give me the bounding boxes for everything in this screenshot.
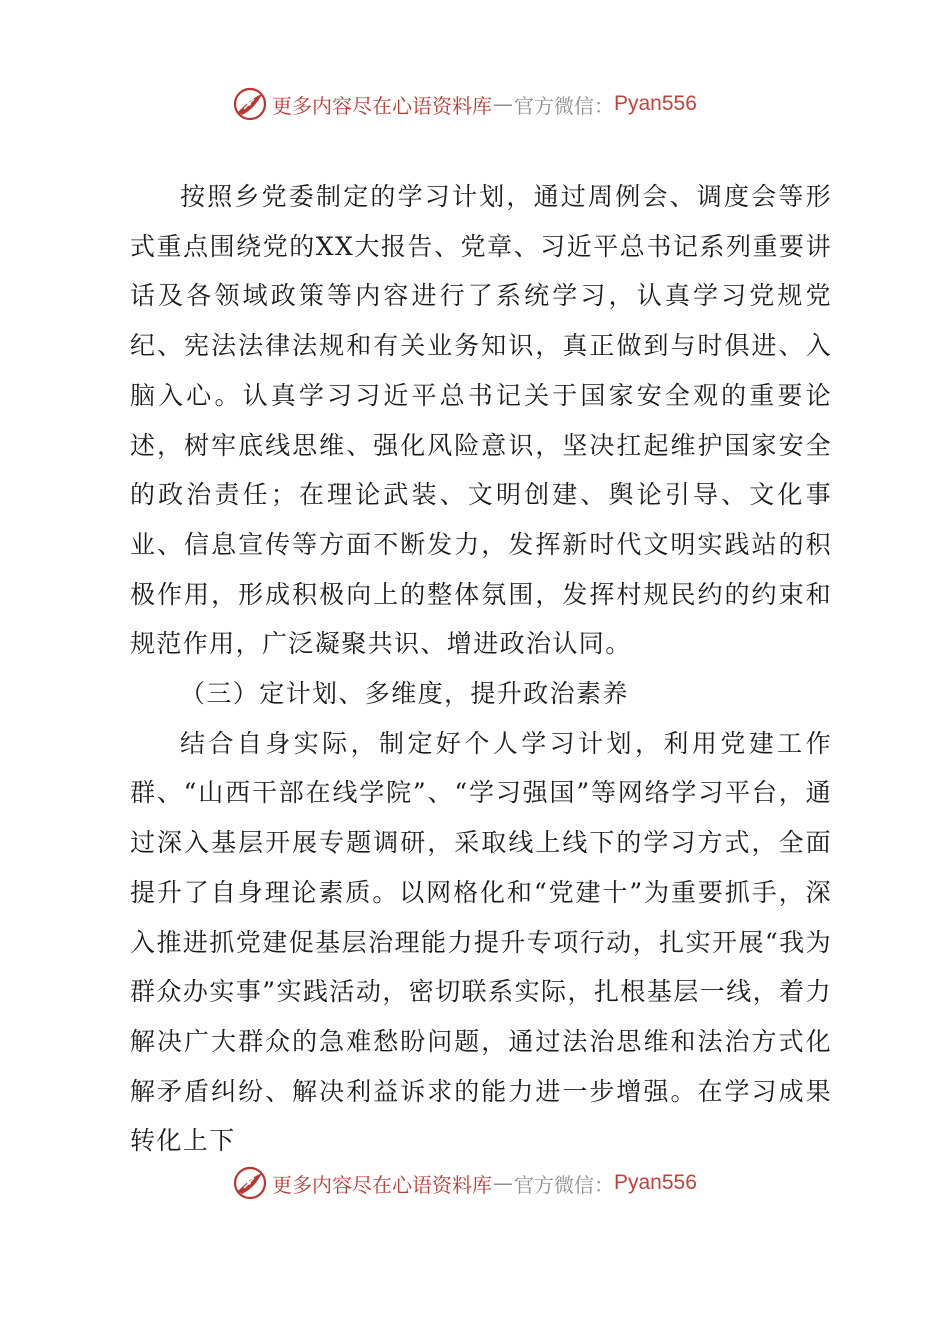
wechat-id: Pyan556 [614, 92, 697, 115]
banner-dash: — [493, 1171, 513, 1195]
wechat-label: 官方微信： [514, 93, 614, 118]
banner-title: 更多内容尽在心语资料库 [272, 93, 492, 118]
header-banner [232, 84, 697, 124]
paragraph-1: 按照乡党委制定的学习计划，通过周例会、调度会等形式重点围绕党的XX大报告、党章、习近平总书记系列重要讲话及各领域政策等内容进行了系统学习，认真学习党规党纪、宪法法律法规和有关业务知识，真正做到与时俱进、入脑入心。认真学习习近平总书记关于国家安全观的重要论述，树牢底线思维、强化风险意识，坚决扛起维护国家安全的政治责任；在理论武装、文明创建、舆论引导、文化事业、信息宣传等方面不断发力，发挥新时代文明实践站的积极作用，形成积极向上的整体氛围，发挥村规民约的约束和规范作用，广泛凝聚共识、增进政治认同。 [130, 182, 832, 659]
paragraph-2: 结合自身实际，制定好个人学习计划，利用党建工作群、“山西干部在线学院”、“学习强国”等网络学习平台，通过深入基层开展专题调研，采取线上线下的学习方式，全面提升了自身理论素质。以网格化和“党建十”为重要抓手，深入推进抓党建促基层治理能力提升专项行动，扎实开展“我为群众办实事”实践活动，密切联系实际，扎根基层一线，着力解决广大群众的急难愁盼问题，通过法治思维和法治方式化解矛盾纠纷、解决利益诉求的能力进一步增强。在学习成果转化上下 [130, 728, 832, 1156]
footer-banner [232, 1163, 697, 1203]
banner-title: 更多内容尽在心语资料库 [272, 1172, 492, 1197]
banner-dash: — [493, 92, 513, 116]
wechat-label: 官方微信： [514, 1172, 614, 1197]
section-heading: （三）定计划、多维度，提升政治素养 [180, 679, 629, 709]
pen-nib-logo-icon [232, 1165, 268, 1201]
document-body [130, 172, 832, 1166]
wechat-id: Pyan556 [614, 1171, 697, 1194]
pen-nib-logo-icon [232, 86, 268, 122]
